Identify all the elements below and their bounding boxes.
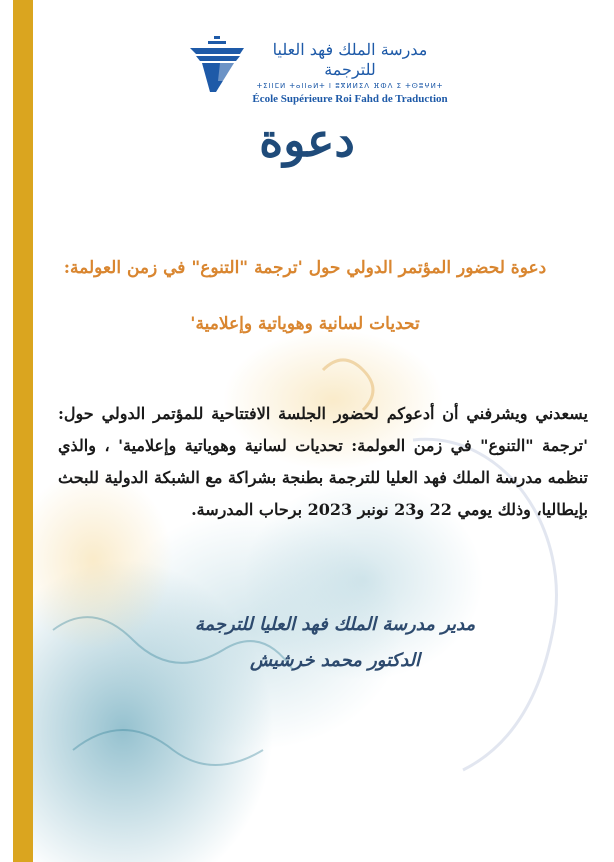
school-name-french: École Supérieure Roi Fahd de Traduction bbox=[252, 93, 448, 105]
signature-title: مدير مدرسة الملك فهد العليا للترجمة bbox=[194, 614, 476, 635]
conference-subtitle-line2: تحديات لسانية وهوياتية وإعلامية' bbox=[190, 314, 420, 334]
conference-subtitle-line1: دعوة لحضور المؤتمر الدولي حول 'ترجمة "التنوع" في زمن العولمة: bbox=[63, 258, 547, 278]
school-name-tifinagh: ⵜⵉⵏⵏⵎⵍ ⵜⴰⵏⵏⴰⵍⵜ ⵏ ⵓⴳⵍⵍⵉⴷ ⴼⵀⴷ ⵉ ⵜⵙⵓⵖⵍⵜ bbox=[256, 82, 444, 90]
school-logo-icon bbox=[186, 34, 248, 94]
signature-name: الدكتور محمد خرشيش bbox=[249, 650, 421, 671]
invitation-body: يسعدني ويشرفني أن أدعوكم لحضور الجلسة الافتتاحية للمؤتمر الدولي حول: 'ترجمة "التنوع" في زمن العولمة: تحديات لسانية وهوياتية وإعلامية' ، والذي تنظمه مدرسة الملك فهد العليا للترجمة بطنجة بشراكة مع الشبكة الدولية للبحث بإيطاليا، وذلك يومي 22 و23 نونبر 2023 برحاب المدرسة. bbox=[58, 404, 588, 519]
school-logo-text bbox=[250, 40, 450, 106]
page-title: دعوة bbox=[259, 113, 355, 167]
school-name-arabic: مدرسة الملك فهد العليا للترجمة bbox=[272, 40, 428, 79]
